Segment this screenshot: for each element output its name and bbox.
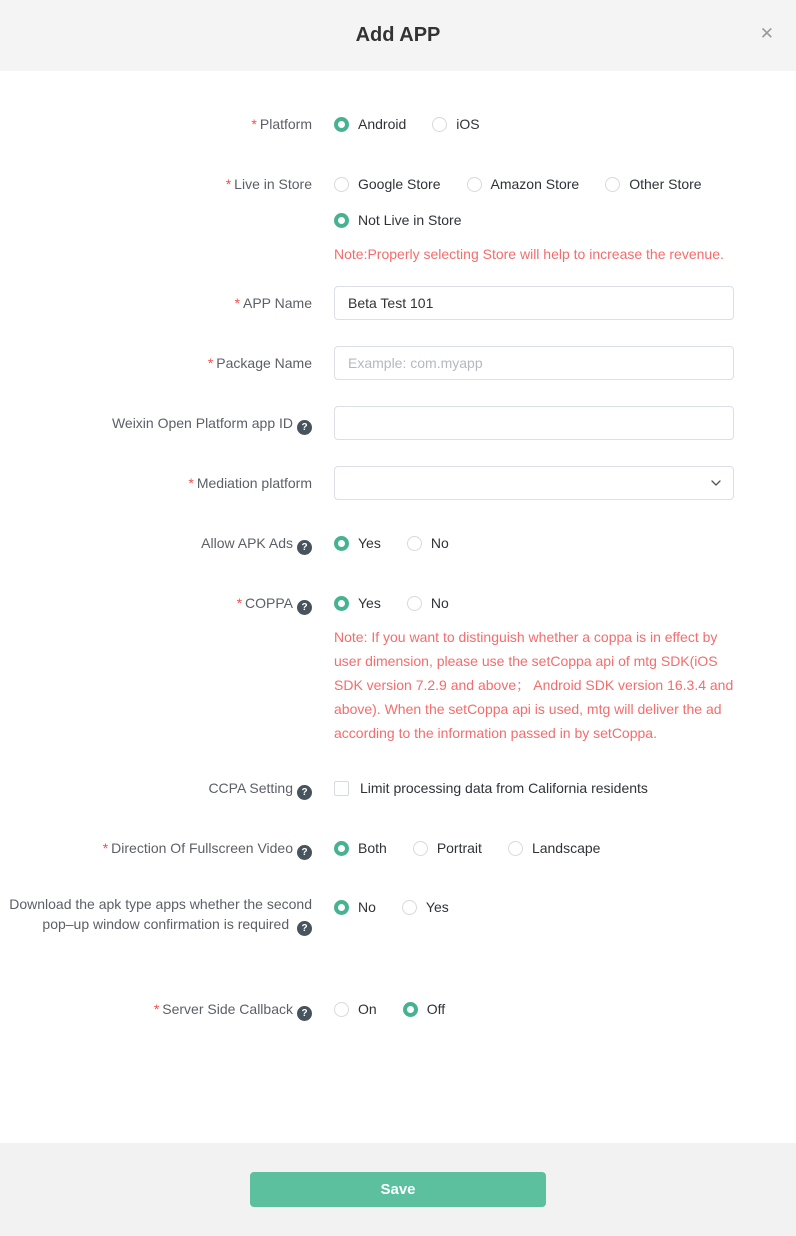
row-allow-apk-ads <box>0 526 796 560</box>
radio-selected-icon <box>334 900 349 915</box>
radio-label: Yes <box>358 535 381 551</box>
radio-label: Landscape <box>531 840 601 856</box>
required-asterisk: * <box>236 595 243 611</box>
dialog-footer <box>0 1143 796 1236</box>
radio-unselected-icon <box>413 841 428 856</box>
server-callback-control <box>334 992 734 1026</box>
radio-apk-ads-yes[interactable] <box>334 535 381 551</box>
live-in-store-label: * Live in Store <box>225 176 312 192</box>
radio-label: No <box>430 595 449 611</box>
platform-label: * Platform <box>251 116 312 132</box>
radio-label: Both <box>358 840 387 856</box>
help-icon[interactable]: ? <box>297 540 312 555</box>
dialog-body <box>0 71 796 1143</box>
package-name-input[interactable] <box>334 346 734 380</box>
radio-ios[interactable] <box>432 116 479 132</box>
row-weixin-app-id <box>0 406 796 440</box>
direction-label: * Direction Of Fullscreen Video ? <box>0 831 312 865</box>
radio-unselected-icon <box>402 900 417 915</box>
live-in-store-control <box>334 167 734 266</box>
row-live-in-store <box>0 167 796 266</box>
download-radio-group <box>334 897 734 917</box>
help-icon[interactable]: ? <box>297 921 312 936</box>
radio-direction-landscape[interactable] <box>508 840 601 856</box>
radio-direction-portrait[interactable] <box>413 840 482 856</box>
app-name-label: * APP Name <box>234 295 312 311</box>
row-ccpa-setting <box>0 771 796 805</box>
allow-apk-ads-control <box>334 526 734 560</box>
direction-control <box>334 831 734 865</box>
radio-download-yes[interactable] <box>402 899 449 915</box>
store-radio-group-row2 <box>334 203 734 237</box>
radio-unselected-icon <box>432 117 447 132</box>
radio-unselected-icon <box>508 841 523 856</box>
radio-other-store[interactable] <box>605 176 701 192</box>
row-coppa <box>0 586 796 745</box>
download-confirmation-control <box>334 891 734 917</box>
radio-callback-on[interactable] <box>334 1001 377 1017</box>
app-name-control <box>334 286 734 320</box>
mediation-platform-label: * Mediation platform <box>188 475 312 491</box>
row-download-confirmation <box>0 891 796 936</box>
weixin-app-id-input[interactable] <box>334 406 734 440</box>
coppa-radio-group <box>334 586 734 620</box>
row-platform <box>0 107 796 141</box>
radio-not-live-in-store[interactable] <box>334 212 462 228</box>
store-radio-group-row1 <box>334 167 734 201</box>
required-asterisk: * <box>153 1001 160 1017</box>
ccpa-setting-label: CCPA Setting ? <box>0 771 312 805</box>
platform-control <box>334 107 734 141</box>
radio-label: iOS <box>456 116 480 132</box>
radio-amazon-store[interactable] <box>467 176 580 192</box>
radio-label: Portrait <box>436 840 482 856</box>
store-note: Note:Properly selecting Store will help to increase the revenue. <box>334 246 724 262</box>
package-name-label: * Package Name <box>207 355 312 371</box>
coppa-note: Note: If you want to distinguish whether a coppa is in effect by user dimension, please use the setCoppa api of mtg SDK(iOS SDK version 7.2.9 and above； Android SDK version 16.3.4 and above). When the setCoppa api is used, mtg will deliver the ad according to the information passed in by setCoppa. <box>334 629 734 741</box>
radio-unselected-icon <box>605 177 620 192</box>
row-app-name <box>0 286 796 320</box>
required-asterisk: * <box>188 475 194 491</box>
radio-selected-icon <box>334 596 349 611</box>
row-server-side-callback <box>0 992 796 1026</box>
radio-unselected-icon <box>334 177 349 192</box>
radio-selected-icon <box>403 1002 418 1017</box>
radio-label: No <box>430 535 449 551</box>
required-asterisk: * <box>225 176 232 192</box>
radio-label: Yes <box>425 899 449 915</box>
radio-download-no[interactable] <box>334 899 376 915</box>
radio-label: Amazon Store <box>490 176 580 192</box>
weixin-app-id-control <box>334 406 734 440</box>
help-icon[interactable]: ? <box>297 785 312 800</box>
radio-unselected-icon <box>407 596 422 611</box>
radio-google-store[interactable] <box>334 176 441 192</box>
required-asterisk: * <box>251 116 257 132</box>
radio-selected-icon <box>334 841 349 856</box>
ccpa-checkbox[interactable] <box>334 781 349 796</box>
help-icon[interactable]: ? <box>297 420 312 435</box>
radio-direction-both[interactable] <box>334 840 387 856</box>
direction-radio-group <box>334 831 734 865</box>
page-title: Add APP <box>355 24 441 46</box>
radio-label: Other Store <box>629 176 702 192</box>
row-package-name <box>0 346 796 380</box>
mediation-platform-select[interactable] <box>334 466 734 500</box>
required-asterisk: * <box>207 355 214 371</box>
app-name-input[interactable] <box>334 286 734 320</box>
radio-coppa-yes[interactable] <box>334 595 381 611</box>
weixin-app-id-label: Weixin Open Platform app ID ? <box>0 406 312 440</box>
download-confirmation-label: Download the apk type apps whether the second pop–up window confirmation is required ? <box>9 896 312 934</box>
radio-label: Google Store <box>358 176 441 192</box>
mediation-platform-control <box>334 466 734 500</box>
required-asterisk: * <box>102 840 109 856</box>
server-callback-radio-group <box>334 992 734 1026</box>
close-icon[interactable]: ✕ <box>759 24 774 43</box>
allow-apk-ads-radio-group <box>334 526 734 560</box>
radio-android[interactable] <box>334 116 406 132</box>
radio-label: Yes <box>358 595 381 611</box>
radio-unselected-icon <box>467 177 482 192</box>
row-direction-fullscreen-video <box>0 831 796 865</box>
save-button[interactable]: Save <box>250 1172 546 1207</box>
radio-callback-off[interactable] <box>403 1001 445 1017</box>
radio-unselected-icon <box>334 1002 349 1017</box>
radio-unselected-icon <box>407 536 422 551</box>
coppa-control <box>334 586 734 745</box>
radio-apk-ads-no[interactable] <box>407 535 449 551</box>
radio-label: Off <box>426 1001 446 1017</box>
radio-label: No <box>358 899 376 915</box>
radio-coppa-no[interactable] <box>407 595 449 611</box>
ccpa-checkbox-row[interactable] <box>334 771 734 805</box>
radio-label: Not Live in Store <box>358 212 462 228</box>
platform-radio-group <box>334 107 734 141</box>
radio-label: Android <box>358 116 407 132</box>
help-icon[interactable]: ? <box>297 845 312 860</box>
radio-selected-icon <box>334 213 349 228</box>
help-icon[interactable]: ? <box>297 1006 312 1021</box>
ccpa-setting-control <box>334 771 734 805</box>
server-callback-label: * Server Side Callback ? <box>0 992 312 1026</box>
help-icon[interactable]: ? <box>297 600 312 615</box>
chevron-down-icon <box>710 477 722 489</box>
package-name-control <box>334 346 734 380</box>
radio-selected-icon <box>334 536 349 551</box>
required-asterisk: * <box>234 295 240 311</box>
radio-selected-icon <box>334 117 349 132</box>
dialog-header <box>0 0 796 71</box>
allow-apk-ads-label: Allow APK Ads ? <box>0 526 312 560</box>
row-mediation-platform <box>0 466 796 500</box>
radio-label: On <box>358 1001 377 1017</box>
ccpa-checkbox-label: Limit processing data from California residents <box>360 780 648 796</box>
coppa-label: * COPPA ? <box>0 586 312 620</box>
